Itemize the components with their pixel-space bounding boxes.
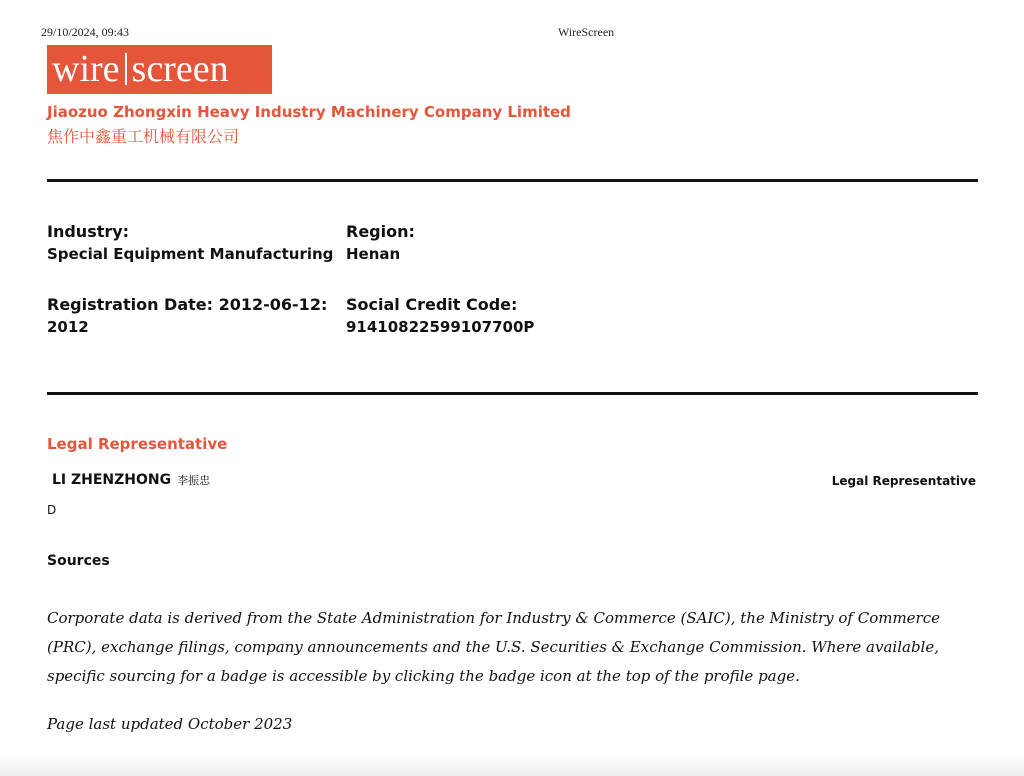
industry-value: Special Equipment Manufacturing [47,245,334,263]
sources-line-1: Corporate data is derived from the State Administration for Industry & Commerce (SAIC), the Ministry of Commerce [47,609,940,627]
page-bottom-shadow [0,755,1024,776]
logo-divider [125,53,127,85]
logo-word-left: wire [52,48,120,90]
legal-representative-heading: Legal Representative [47,435,228,453]
company-name-chinese: 焦作中鑫重工机械有限公司 [47,127,240,146]
stray-char: D [47,503,57,517]
registration-date-value: 2012 [47,318,89,336]
print-date: 29/10/2024, 09:43 [41,25,130,39]
wirescreen-logo[interactable] [47,45,272,94]
sources-heading: Sources [47,553,110,569]
sources-line-2: (PRC), exchange filings, company announcements and the U.S. Securities & Exchange Commission. Where available, [47,638,939,656]
social-credit-code-label: Social Credit Code: [346,295,518,314]
logo-word-right: screen [131,48,229,90]
divider-top [47,179,978,182]
industry-label: Industry: [47,222,130,241]
sources-paragraph [47,604,977,691]
legal-representative-person[interactable] [52,472,210,488]
divider-bottom [47,392,978,395]
person-name: LI ZHENZHONG [52,472,172,488]
person-name-chinese: 李振忠 [177,474,211,487]
company-name-english: Jiaozuo Zhongxin Heavy Industry Machinery Company Limited [47,103,571,121]
print-title: WireScreen [558,25,615,39]
sources-line-3: specific sourcing for a badge is accessible by clicking the badge icon at the top of the profile page. [47,667,800,685]
person-role: Legal Representative [831,474,976,488]
social-credit-code-value: 91410822599107700P [346,318,535,336]
region-label: Region: [346,222,415,241]
registration-date-label: Registration Date: 2012-06-12: [47,295,328,314]
region-value: Henan [346,245,401,263]
last-updated-text: Page last updated October 2023 [47,715,293,733]
